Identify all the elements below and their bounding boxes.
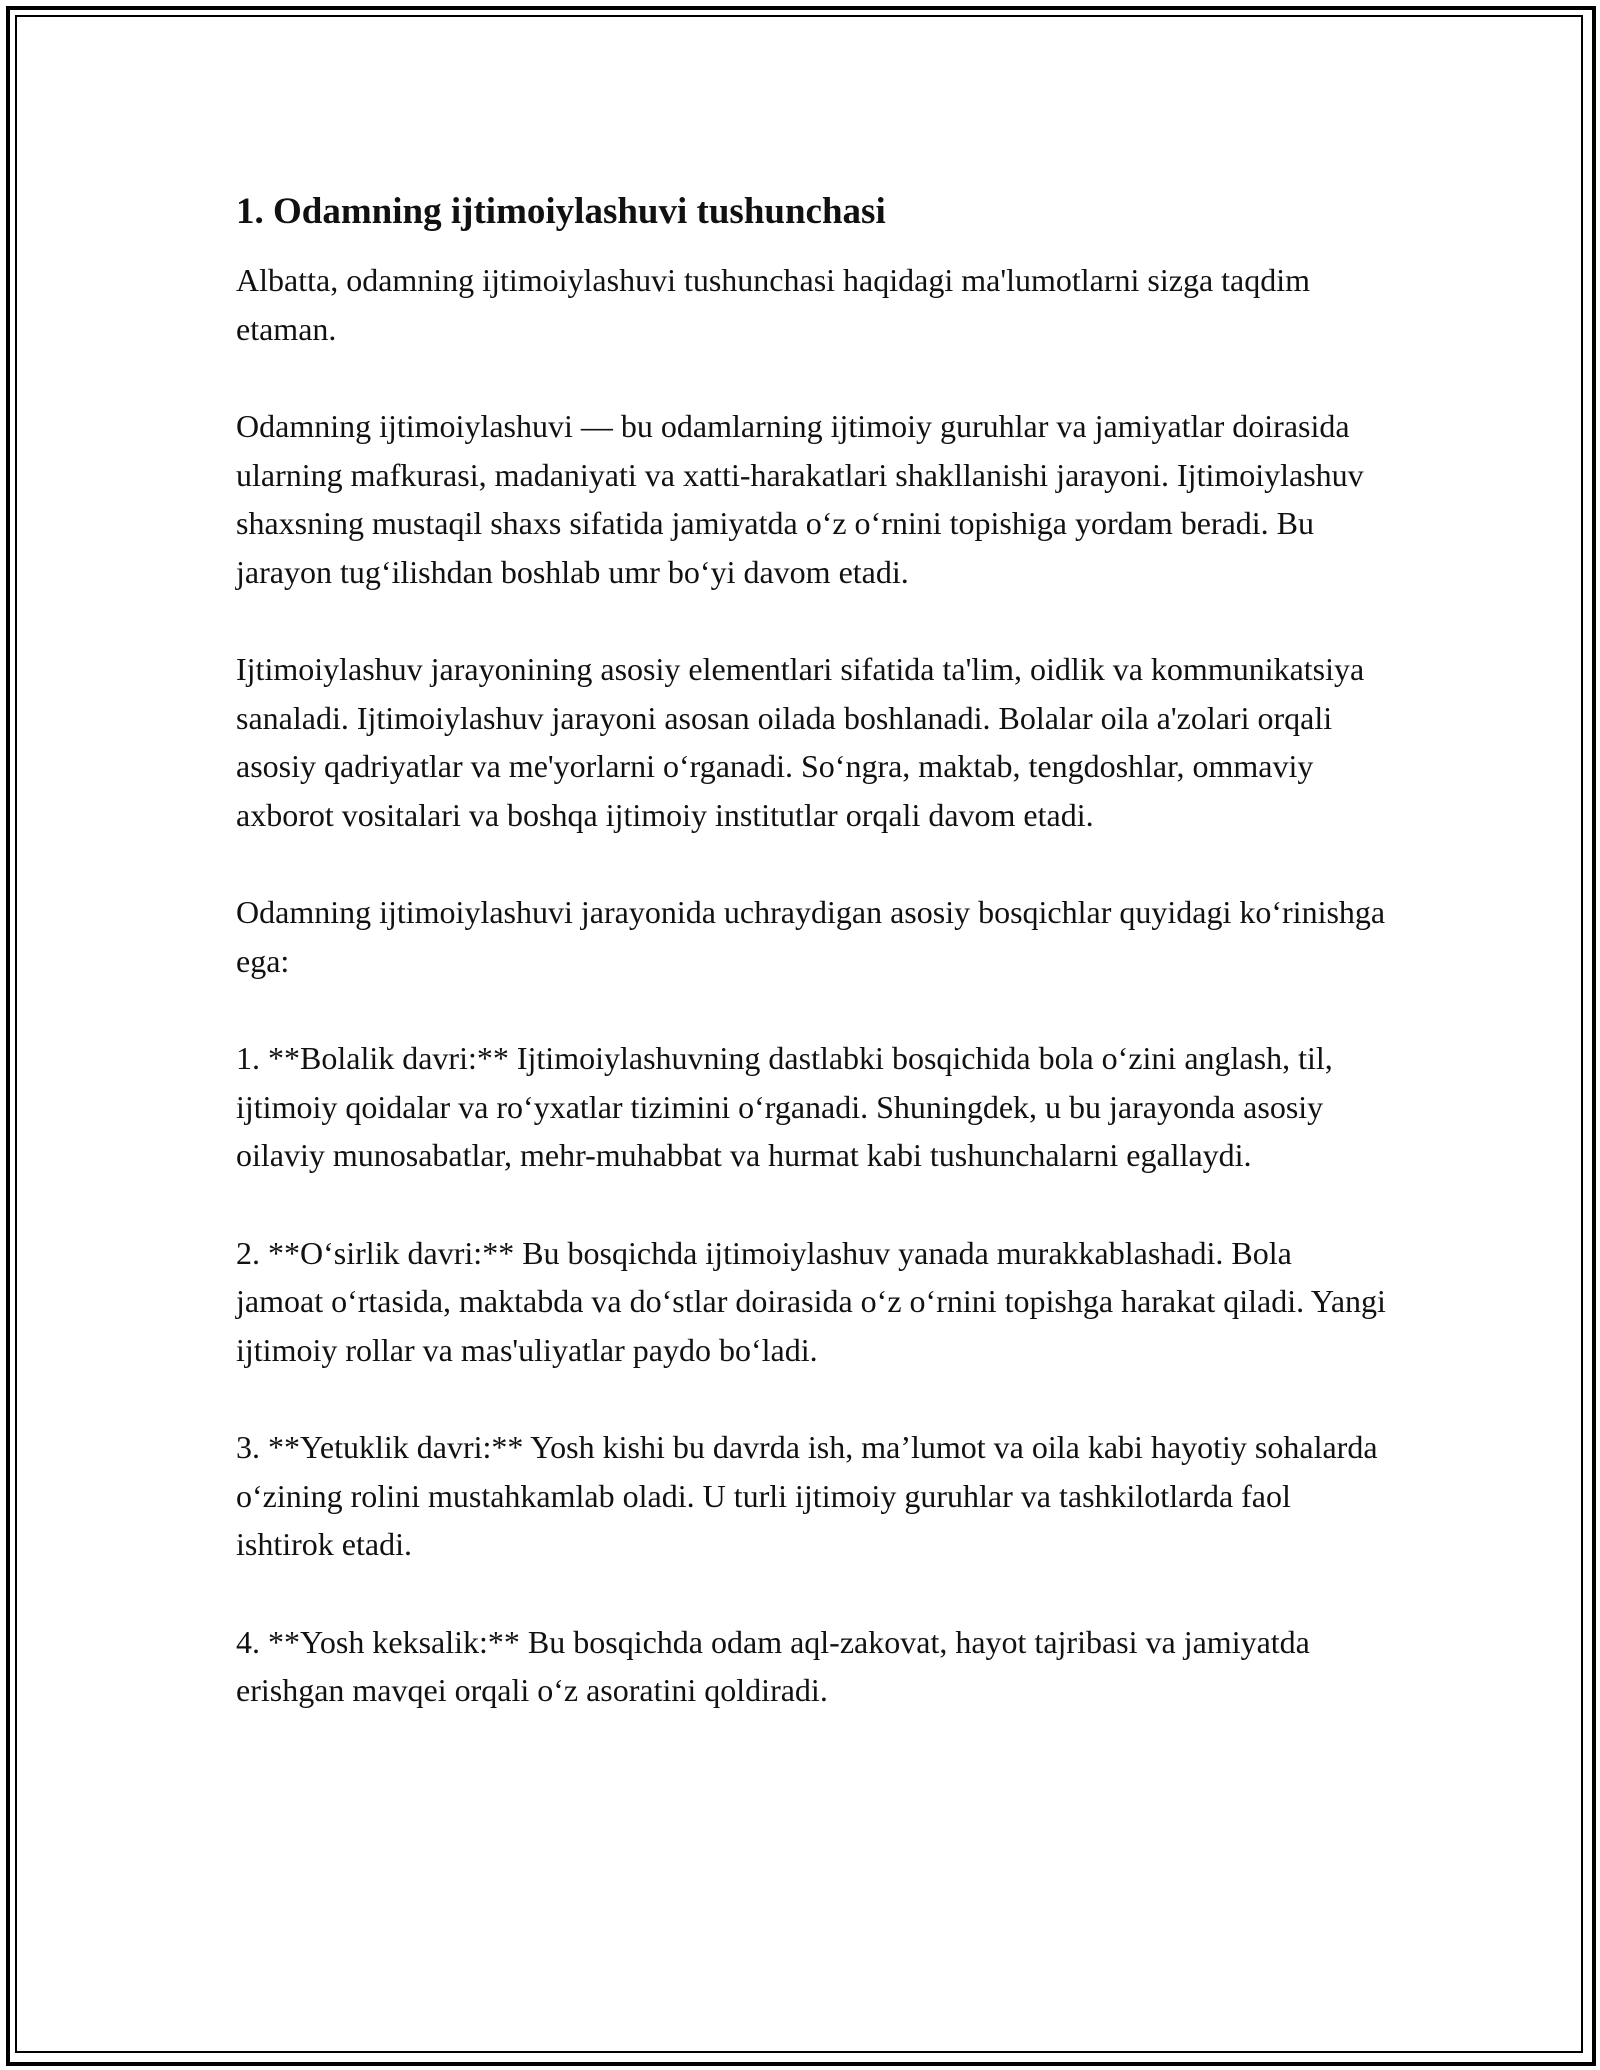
paragraph-elements: Ijtimoiylashuv jarayonining asosiy elementlari sifatida ta'lim, oidlik va kommunikatsiya sanaladi. Ijtimoiylashuv jarayoni asosan oilada boshlanadi. Bolalar oila a'zolari orqali asosiy qadriyatlar va me'yorlarni o‘rganadi. So‘ngra, maktab, tengdoshlar, ommaviy axborot vositalari va boshqa ijtimoiy institutlar orqali davom etadi. bbox=[236, 651, 1365, 833]
paragraph-stages-intro: Odamning ijtimoiylashuvi jarayonida uchraydigan asosiy bosqichlar quyidagi ko‘rinishga ega: bbox=[236, 894, 1386, 979]
paragraph-stage-adolescence: 2. **O‘sirlik davri:** Bu bosqichda ijtimoiylashuv yanada murakkablashadi. Bola jamoat o‘rtasida, maktabda va do‘stlar doirasida o‘z o‘rnini topishga harakat qiladi. Yangi ijtimoiy rollar va mas'uliyatlar paydo bo‘ladi. bbox=[236, 1234, 1386, 1368]
document-body bbox=[236, 186, 1386, 1764]
document-title: 1. Odamning ijtimoiylashuvi tushunchasi bbox=[236, 191, 886, 232]
paragraph-stage-old-age: 4. **Yosh keksalik:** Bu bosqichda odam aql-zakovat, hayot tajribasi va jamiyatda erishgan mavqei orqali o‘z asoratini qoldiradi. bbox=[236, 1623, 1310, 1708]
paragraph-stage-childhood: 1. **Bolalik davri:** Ijtimoiylashuvning dastlabki bosqichida bola o‘zini anglash, til, ijtimoiy qoidalar va ro‘yxatlar tizimini o‘rganadi. Shuningdek, u bu jarayonda asosiy oilaviy munosabatlar, mehr-muhabbat va hurmat kabi tushunchalarni egallaydi. bbox=[236, 1040, 1333, 1173]
paragraph-stage-maturity: 3. **Yetuklik davri:** Yosh kishi bu davrda ish, ma’lumot va oila kabi hayotiy sohalarda o‘zining rolini mustahkamlab oladi. U turli ijtimoiy guruhlar va tashkilotlarda faol ishtirok etadi. bbox=[236, 1429, 1378, 1562]
paragraph-intro: Albatta, odamning ijtimoiylashuvi tushunchasi haqidagi ma'lumotlarni sizga taqdim etaman. bbox=[236, 262, 1311, 347]
paragraph-definition: Odamning ijtimoiylashuvi — bu odamlarning ijtimoiy guruhlar va jamiyatlar doirasida ularning mafkurasi, madaniyati va xatti-harakatlari shakllanishi jarayoni. Ijtimoiylashuv shaxsning mustaqil shaxs sifatida jamiyatda o‘z o‘rnini topishiga yordam beradi. Bu jarayon tug‘ilishdan boshlab umr bo‘yi davom etadi. bbox=[236, 408, 1364, 590]
